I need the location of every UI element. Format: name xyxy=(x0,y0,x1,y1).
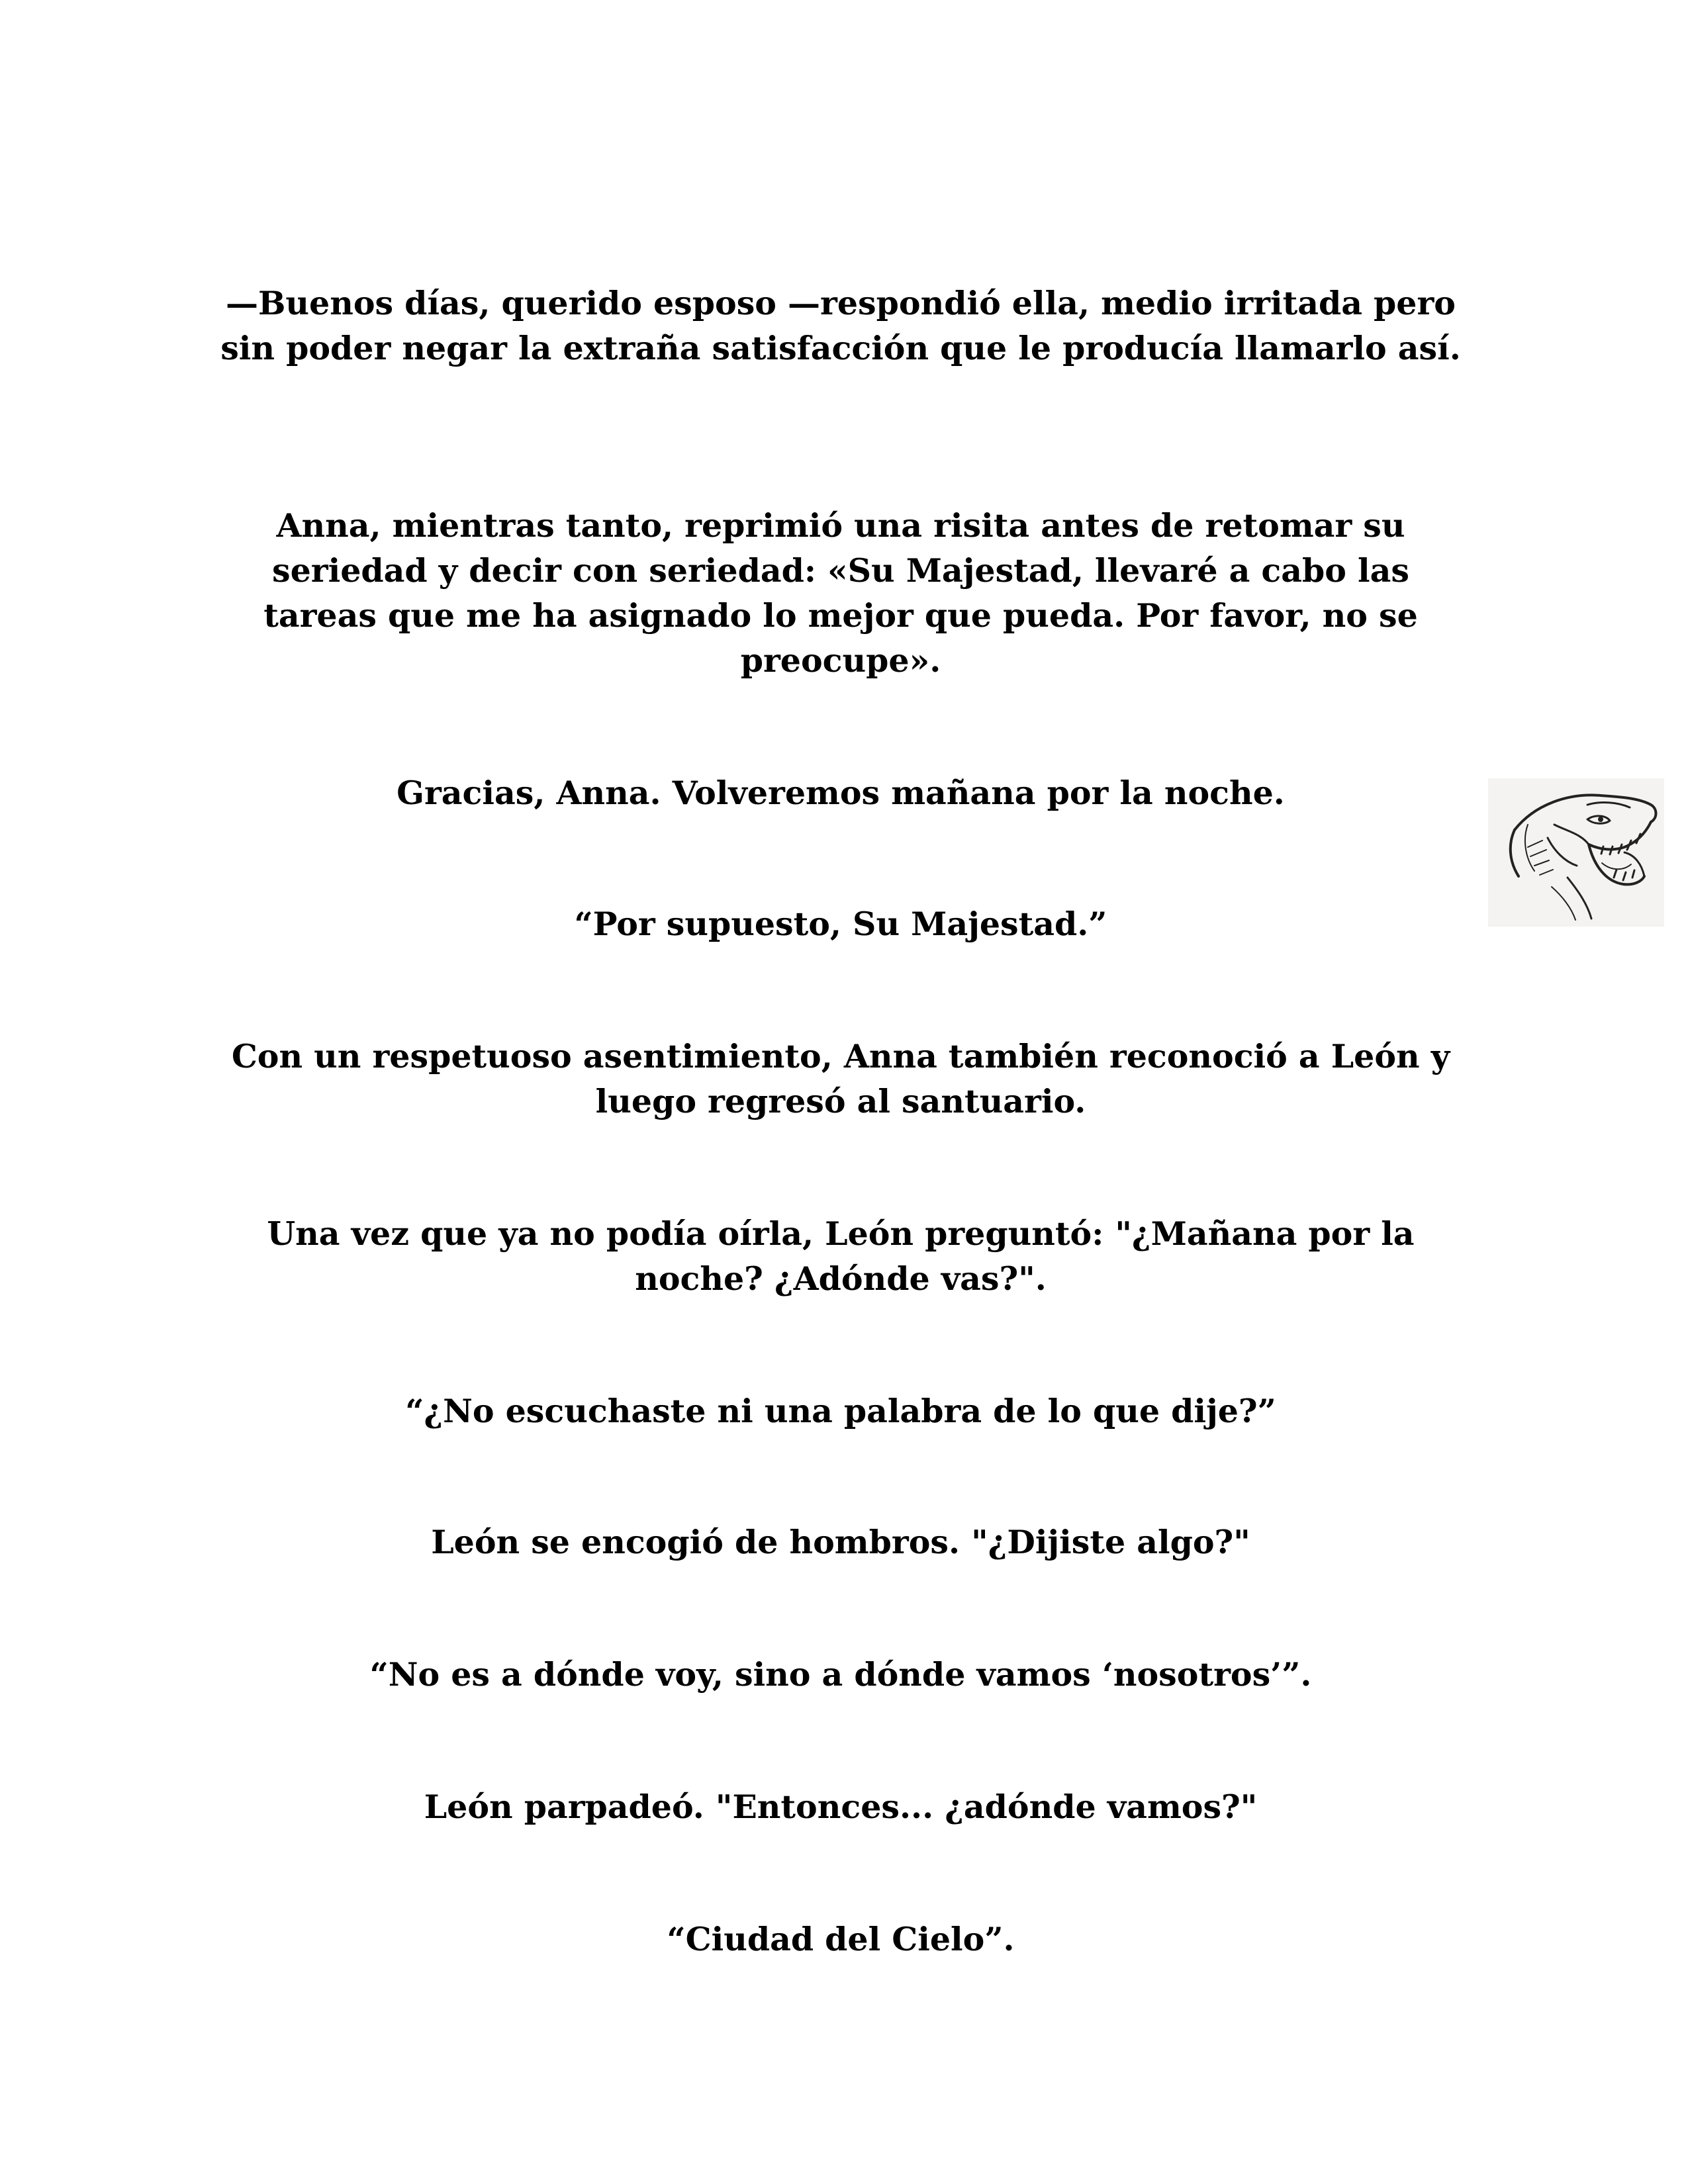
paragraph-3: Gracias, Anna. Volveremos mañana por la noche. xyxy=(397,774,1285,812)
paragraph-8: León se encogió de hombros. "¿Dijiste algo?" xyxy=(431,1523,1250,1561)
paragraph-7: “¿No escuchaste ni una palabra de lo que dije?” xyxy=(405,1392,1276,1430)
paragraph-1: —Buenos días, querido esposo —respondió ella, medio irritada pero sin poder negar la extraña satisfacción que le producía llamarlo así. xyxy=(220,284,1461,367)
paragraph-6: Una vez que ya no podía oírla, León preguntó: "¿Mañana por la noche? ¿Adónde vas?". xyxy=(267,1214,1415,1298)
paragraph-11: “Ciudad del Cielo”. xyxy=(667,1920,1015,1958)
paragraph-9: “No es a dónde voy, sino a dónde vamos ‘nosotros’”. xyxy=(369,1655,1312,1694)
paragraph-10: León parpadeó. "Entonces... ¿adónde vamos?" xyxy=(424,1788,1258,1826)
paragraph-2: Anna, mientras tanto, reprimió una risita antes de retomar su seriedad y decir con seriedad: «Su Majestad, llevaré a cabo las tareas que me ha asignado lo mejor que pueda. Por favor, no se preocupe». xyxy=(263,506,1418,680)
paragraph-4: “Por supuesto, Su Majestad.” xyxy=(574,905,1107,943)
dinosaur-head-sketch-icon xyxy=(1488,778,1664,927)
paragraph-5: Con un respetuoso asentimiento, Anna también reconoció a León y luego regresó al santuario. xyxy=(231,1037,1450,1120)
